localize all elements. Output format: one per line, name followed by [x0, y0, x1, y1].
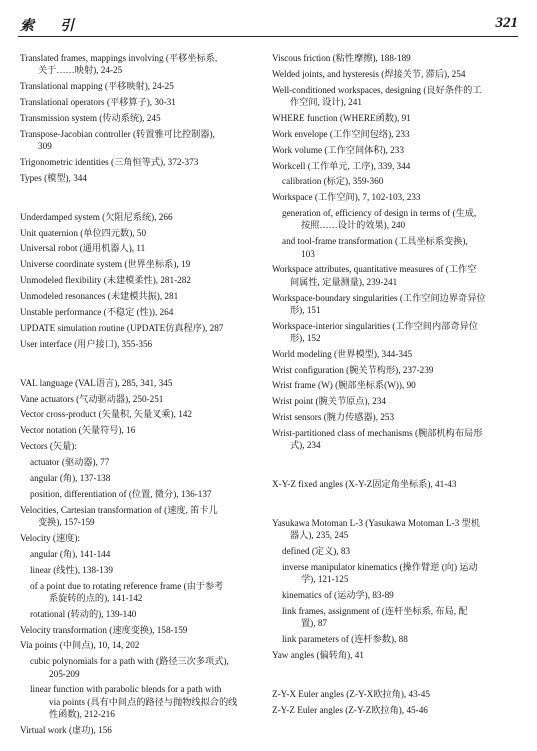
- index-entry: [20, 639, 265, 651]
- entry-continuation-line: 205-209: [49, 668, 80, 679]
- entry-continuation-line: via points (具有中间点的路径与抛物线拟合的线: [49, 696, 238, 707]
- index-entry: [272, 292, 522, 316]
- entry-line: calibration (标定), 359-360: [282, 176, 384, 187]
- entry-line: Unit quaternion (单位四元数), 50: [20, 227, 147, 238]
- section-spacer: [272, 455, 522, 478]
- index-subentry: [20, 548, 265, 560]
- entry-line: Wrist-partitioned class of mechanisms (腕部机构布局形: [272, 428, 483, 439]
- entry-line: Workspace-boundary singularities (工作空间边界奇异位: [272, 292, 486, 303]
- entry-line: WHERE function (WHERE函数), 91: [272, 112, 411, 123]
- entry-line: Wrist frame (W) (腕部坐标系(W)), 90: [272, 380, 416, 391]
- index-entry: [20, 504, 265, 528]
- index-entry: [272, 112, 522, 124]
- section-spacer: [20, 188, 265, 211]
- entry-line: Wrist configuration (腕关节构形), 237-239: [272, 364, 434, 375]
- index-entry: [272, 704, 522, 716]
- entry-line: Unstable performance (不稳定 (性)), 264: [20, 306, 174, 317]
- entry-continuation-line: 形), 152: [290, 332, 321, 343]
- entry-line: Underdamped system (欠阻尼系统), 266: [20, 211, 173, 222]
- entry-line: Z-Y-Z Euler angles (Z-Y-Z欧拉角), 45-46: [272, 704, 428, 715]
- entry-continuation-line: 103: [301, 248, 315, 259]
- index-entry: [272, 478, 522, 490]
- entry-line: Translated frames, mappings involving (平移坐标系,: [20, 53, 218, 63]
- index-entry: [272, 364, 522, 376]
- entry-line: Velocities, Cartesian transformation of (速度, 笛卡儿: [20, 504, 218, 515]
- index-subentry: [272, 235, 522, 259]
- entry-line: Universal robot (通用机器人), 11: [20, 243, 146, 254]
- entry-line: kinematics of (运动学), 83-89: [282, 590, 394, 601]
- index-subentry: [20, 683, 265, 720]
- entry-line: Workspace (工作空间), 7, 102-103, 233: [272, 192, 421, 203]
- entry-line: Translational operators (平移算子), 30-31: [20, 96, 176, 107]
- entry-line: Work envelope (工作空间包络), 233: [272, 128, 410, 139]
- entry-line: VAL language (VAL语言), 285, 341, 345: [20, 377, 173, 388]
- entry-continuation-line: 间属性, 定量测量), 239-241: [290, 276, 398, 287]
- entry-line: angular (角), 141-144: [30, 548, 111, 559]
- index-entry: [20, 211, 265, 223]
- entry-line: Vane actuators (气动驱动器), 250-251: [20, 393, 164, 404]
- entry-line: Vectors (矢量):: [20, 441, 77, 452]
- entry-continuation-line: 形), 151: [290, 304, 321, 315]
- entry-line: cubic polynomials for a path with (路径三次多项式),: [30, 656, 229, 667]
- entry-line: World modeling (世界模型), 344-345: [272, 348, 413, 359]
- index-entry: [20, 322, 265, 334]
- index-entry: [272, 52, 522, 64]
- entry-continuation-line: 器人), 235, 245: [290, 530, 349, 541]
- index-entry: [20, 80, 265, 92]
- index-entry: [20, 156, 265, 168]
- entry-line: inverse manipulator kinematics (操作臂逆 (向) 运动: [282, 562, 478, 573]
- index-entry: [20, 112, 265, 124]
- entry-continuation-line: 309: [38, 140, 52, 151]
- index-subentry: [272, 545, 522, 557]
- page-number: 321: [495, 15, 518, 31]
- index-entry: [20, 290, 265, 302]
- index-entry: [20, 96, 265, 108]
- index-subentry: [272, 633, 522, 645]
- entry-line: linear function with parabolic blends for a path with: [30, 684, 222, 695]
- index-subentry: [20, 655, 265, 679]
- entry-line: Well-conditioned workspaces, designing (良好条件的工: [272, 84, 482, 95]
- index-subentry: [272, 561, 522, 585]
- entry-line: Workspace-interior singularities (工作空间内部奇异位: [272, 320, 478, 331]
- entry-line: Universe coordinate system (世界坐标系), 19: [20, 259, 191, 270]
- entry-line: User interface (用户接口), 355-356: [20, 338, 153, 349]
- entry-line: Via points (中间点), 10, 14, 202: [20, 640, 140, 651]
- index-entry: [20, 377, 265, 389]
- entry-line: Vector notation (矢量符号), 16: [20, 425, 136, 436]
- index-entry: [272, 411, 522, 423]
- index-entry: [272, 427, 522, 451]
- entry-continuation-line: 变换), 157-159: [38, 516, 95, 527]
- entry-line: Viscous friction (粘性摩擦), 188-189: [272, 53, 411, 63]
- entry-line: Work volume (工作空间体积), 233: [272, 144, 404, 155]
- entry-line: Types (模型), 344: [20, 172, 87, 183]
- index-entry: [20, 242, 265, 254]
- index-entry: [20, 440, 265, 452]
- entry-line: link parameters of (连杆参数), 88: [282, 634, 408, 645]
- entry-line: Z-Y-X Euler angles (Z-Y-X欧拉角), 43-45: [272, 688, 430, 699]
- entry-line: Virtual work (虚功), 156: [20, 724, 112, 735]
- index-entry: [272, 649, 522, 661]
- index-subentry: [272, 207, 522, 231]
- index-entry: [272, 128, 522, 140]
- section-spacer: [272, 665, 522, 688]
- index-entry: [20, 393, 265, 405]
- entry-line: Velocity (速度):: [20, 532, 80, 543]
- entry-line: and tool-frame transformation (工具坐标系变换),: [282, 236, 468, 247]
- index-entry: [272, 517, 522, 541]
- index-entry: [20, 306, 265, 318]
- entry-line: actuator (驱动器), 77: [30, 457, 110, 468]
- entry-line: Yasukawa Motoman L-3 (Yasukawa Motoman L-3 型机: [272, 518, 480, 529]
- entry-continuation-line: 性函数), 212-216: [49, 708, 115, 719]
- section-spacer: [20, 354, 265, 377]
- entry-continuation-line: 系旋转的点的), 141-142: [49, 592, 143, 603]
- index-entry: [272, 263, 522, 287]
- index-entry: [20, 724, 265, 736]
- index-entry: [20, 128, 265, 152]
- entry-line: link frames, assignment of (连杆坐标系, 布局, 配: [282, 606, 468, 617]
- entry-line: Translational mapping (平移映射), 24-25: [20, 81, 174, 92]
- entry-line: Unmodeled flexibility (未建模柔性), 281-282: [20, 275, 191, 286]
- index-subentry: [20, 608, 265, 620]
- index-subentry: [272, 589, 522, 601]
- index-entry: [20, 274, 265, 286]
- entry-line: Wrist sensors (腕力传感器), 253: [272, 412, 395, 423]
- index-entry: [272, 348, 522, 360]
- index-subentry: [20, 564, 265, 576]
- entry-continuation-line: 作空间, 设计), 241: [290, 96, 362, 107]
- entry-line: Wrist point (腕关节原点), 234: [272, 396, 386, 407]
- index-entry: [20, 172, 265, 184]
- index-entry: [20, 227, 265, 239]
- index-subentry: [20, 488, 265, 500]
- index-entry: [272, 395, 522, 407]
- index-subentry: [272, 175, 522, 187]
- section-spacer: [272, 494, 522, 517]
- index-entry: [20, 532, 265, 544]
- entry-line: generation of, efficiency of design in terms of (生成,: [282, 208, 477, 219]
- index-entry: [272, 84, 522, 108]
- index-entry: [20, 408, 265, 420]
- index-subentry: [272, 605, 522, 629]
- entry-line: defined (定义), 83: [282, 546, 351, 557]
- entry-continuation-line: 按照……设计的效果), 240: [301, 220, 406, 231]
- entry-line: of a point due to rotating reference frame (由于参考: [30, 580, 224, 591]
- entry-line: position, differentiation of (位置, 微分), 136-137: [30, 488, 212, 499]
- entry-line: rotational (转动的), 139-140: [30, 608, 137, 619]
- entry-continuation-line: 关于……映射), 24-25: [38, 65, 123, 76]
- index-entry: [272, 688, 522, 700]
- index-entry: [272, 68, 522, 80]
- entry-line: angular (角), 137-138: [30, 473, 111, 483]
- index-subentry: [20, 456, 265, 468]
- entry-line: Trigonometric identities (三角恒等式), 372-373: [20, 156, 199, 167]
- index-entry: [20, 258, 265, 270]
- index-entry: [20, 424, 265, 436]
- index-entry: [272, 191, 522, 203]
- index-entry: [272, 320, 522, 344]
- entry-continuation-line: 式), 234: [290, 440, 321, 451]
- index-column-left: [20, 52, 265, 740]
- index-subentry: [20, 580, 265, 604]
- entry-line: Unmodeled resonances (未建模共振), 281: [20, 291, 179, 302]
- index-entry: [272, 160, 522, 172]
- entry-continuation-line: 置), 87: [301, 618, 328, 629]
- entry-line: Workspace attributes, quantitative measures of (工作空: [272, 264, 477, 275]
- entry-continuation-line: 学), 121-125: [301, 574, 349, 585]
- page-header: [18, 14, 518, 37]
- index-entry: [272, 144, 522, 156]
- entry-line: UPDATE simulation routine (UPDATE仿真程序), 287: [20, 322, 224, 333]
- running-head: 索 引: [20, 19, 80, 34]
- entry-line: Welded joints, and hysteresis (焊接关节, 滞后), 254: [272, 68, 466, 79]
- index-entry: [272, 379, 522, 391]
- entry-line: Workcell (工作单元, 工序), 339, 344: [272, 160, 411, 171]
- entry-line: Transmission system (传动系统), 245: [20, 112, 161, 123]
- index-subentry: [20, 472, 265, 484]
- index-entry: [20, 338, 265, 350]
- entry-line: Transpose-Jacobian controller (转置雅可比控制器),: [20, 128, 215, 139]
- entry-line: X-Y-Z fixed angles (X-Y-Z固定角坐标系), 41-43: [272, 479, 457, 490]
- index-column-right: [272, 52, 522, 720]
- entry-line: linear (线性), 138-139: [30, 564, 113, 575]
- entry-line: Velocity transformation (速度变换), 158-159: [20, 624, 188, 635]
- entry-line: Vector cross-product (矢量积, 矢量叉乘), 142: [20, 409, 192, 420]
- index-entry: [20, 52, 265, 76]
- index-entry: [20, 624, 265, 636]
- entry-line: Yaw angles (偏转角), 41: [272, 650, 364, 661]
